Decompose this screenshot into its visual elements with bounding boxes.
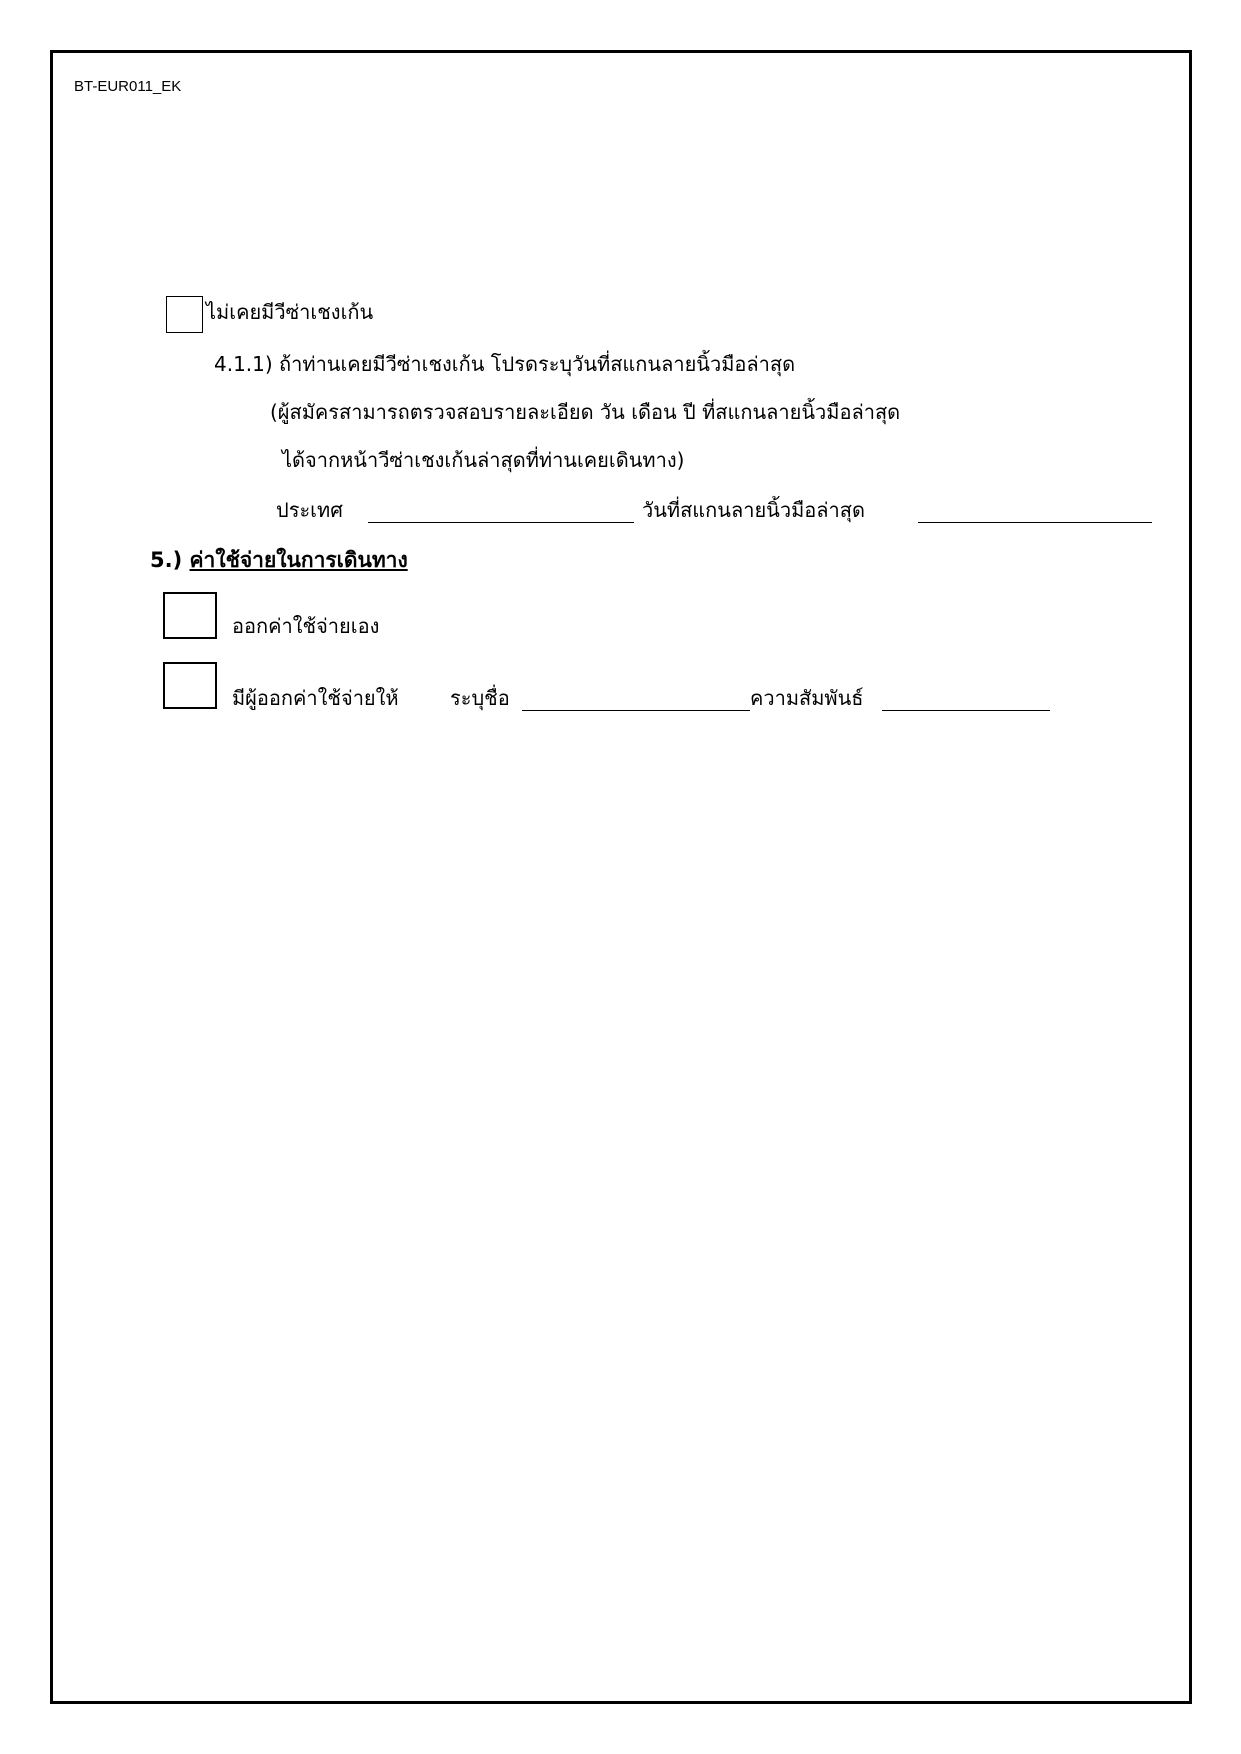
never-had-visa-label: ไม่เคยมีวีซ่าเชงเก้น bbox=[206, 300, 374, 324]
last-scan-date-field[interactable] bbox=[918, 522, 1152, 523]
document-code: BT-EUR011_EK bbox=[74, 78, 182, 95]
self-paid-label: ออกค่าใช้จ่ายเอง bbox=[232, 614, 380, 638]
sponsor-name-field[interactable] bbox=[522, 710, 750, 711]
note-line-2: ได้จากหน้าวีซ่าเชงเก้นล่าสุดที่ท่านเคยเดินทาง) bbox=[282, 448, 685, 472]
sponsor-paid-label: มีผู้ออกค่าใช้จ่ายให้ bbox=[232, 686, 399, 710]
country-field[interactable] bbox=[368, 522, 634, 523]
self-paid-checkbox[interactable] bbox=[163, 592, 217, 639]
note-line-1: (ผู้สมัครสามารถตรวจสอบรายละเอียด วัน เดือน ปี ที่สแกนลายนิ้วมือล่าสุด bbox=[270, 400, 901, 424]
specify-name-label: ระบุชื่อ bbox=[450, 686, 510, 710]
sponsor-paid-checkbox[interactable] bbox=[163, 662, 217, 709]
relationship-field[interactable] bbox=[882, 710, 1050, 711]
relationship-label: ความสัมพันธ์ bbox=[750, 686, 864, 710]
section-5-number: 5.) bbox=[150, 548, 183, 572]
question-4-1-1: 4.1.1) ถ้าท่านเคยมีวีซ่าเชงเก้น โปรดระบุวันที่สแกนลายนิ้วมือล่าสุด bbox=[214, 352, 796, 376]
section-5-title: ค่าใช้จ่ายในการเดินทาง bbox=[189, 548, 408, 572]
never-had-visa-checkbox[interactable] bbox=[166, 296, 203, 333]
country-label: ประเทศ bbox=[276, 498, 343, 522]
last-scan-date-label: วันที่สแกนลายนิ้วมือล่าสุด bbox=[642, 498, 865, 522]
section-5-heading bbox=[150, 544, 408, 577]
